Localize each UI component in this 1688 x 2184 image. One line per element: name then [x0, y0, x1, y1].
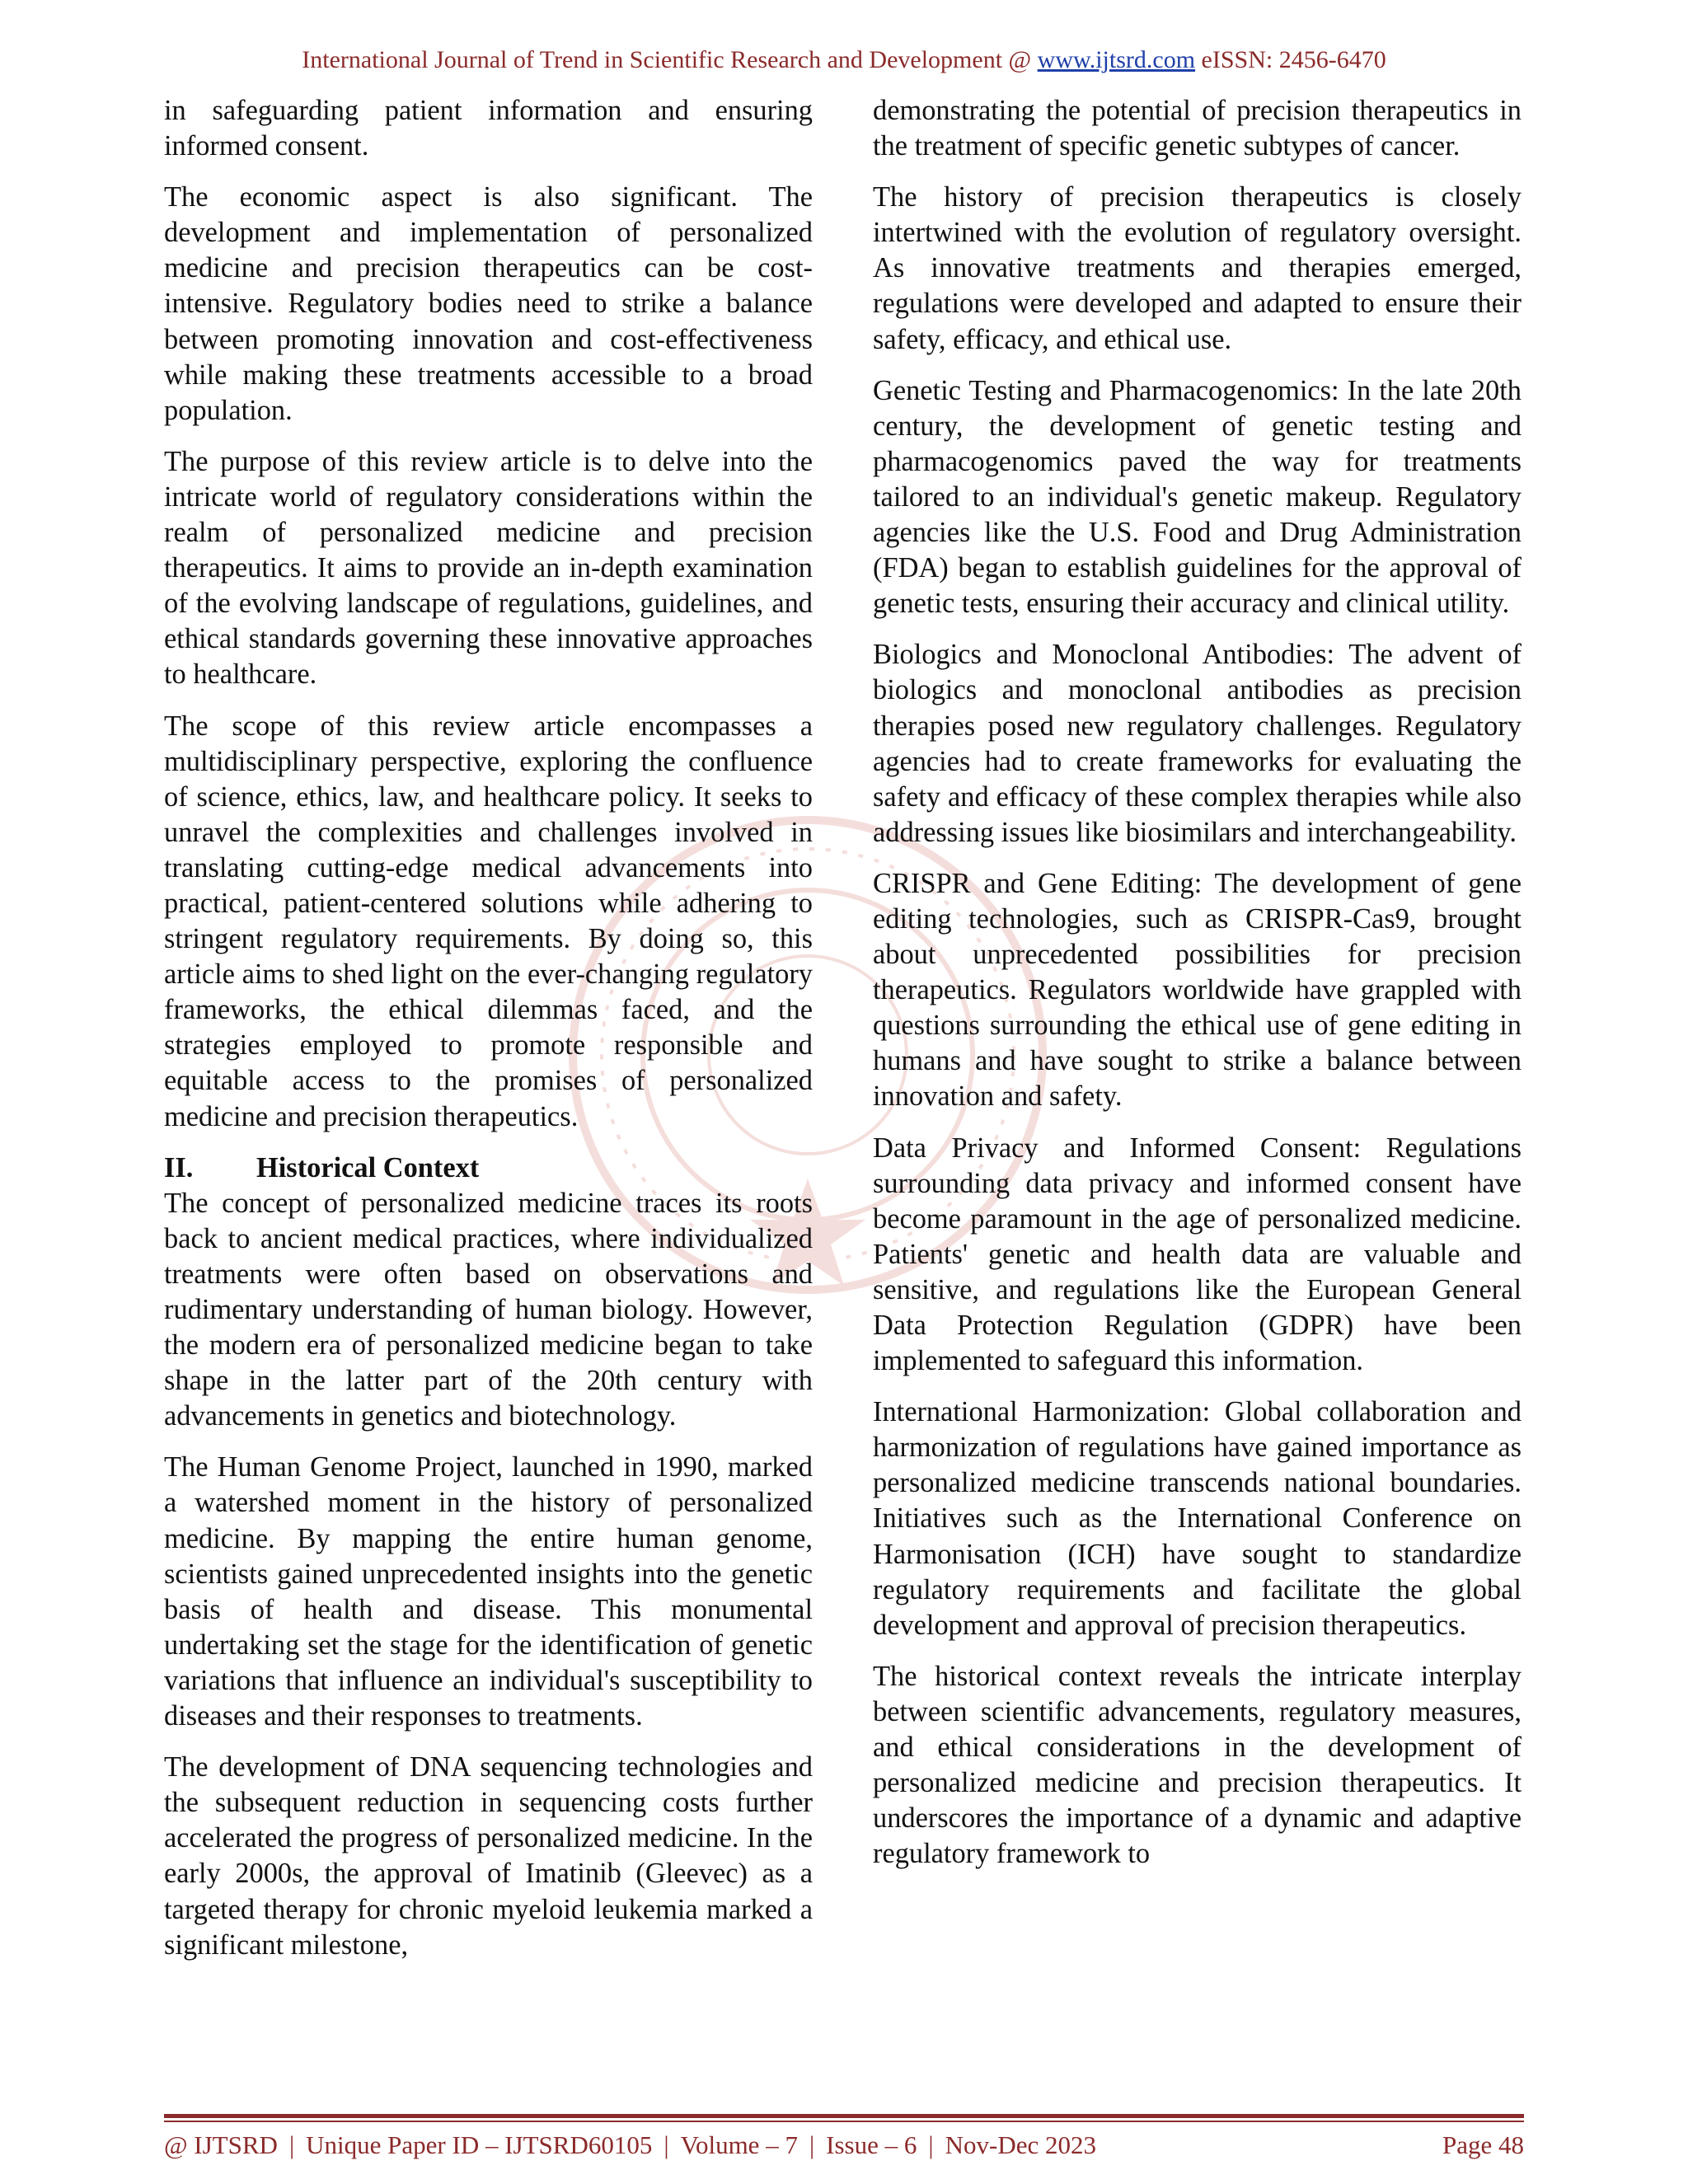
footer-date: Nov-Dec 2023 [945, 2130, 1096, 2159]
paragraph: demonstrating the potential of precision therapeutics in the treatment of specific genetic subtypes of cancer. [873, 95, 1522, 162]
paragraph: in safeguarding patient information and ensuring informed consent. [164, 95, 813, 162]
paragraph: The concept of personalized medicine traces its roots back to ancient medical practices, where individualized treatments were often based on observations and rudimentary understanding of human biology. However, the modern era of personalized medicine began to take shape in the latter part of the 20th century with advancements in genetics and biotechnology. [164, 1187, 813, 1432]
section-number: II. [164, 1151, 194, 1183]
running-header [0, 46, 1688, 74]
paragraph: International Harmonization: Global collaboration and harmonization of regulations have gained importance as personalized medicine transcends national boundaries. Initiatives such as the International Conference on Harmonisation (ICH) have sought to standardize regulatory requirements and facilitate the global development and approval of precision therapeutics. [873, 1396, 1522, 1641]
paragraph: The purpose of this review article is to delve into the intricate world of regulatory considerations within the realm of personalized medicine and precision therapeutics. It aims to provide an in-depth examination of the evolving landscape of regulations, guidelines, and ethical standards governing these innovative approaches to healthcare. [164, 445, 813, 691]
running-footer [164, 2130, 1524, 2160]
paragraph: CRISPR and Gene Editing: The development of gene editing technologies, such as CRISPR-Cas9, brought about unprecedented possibilities for precision therapeutics. Regulators worldwide have grappled with questions surrounding the ethical use of gene editing in humans and have sought to strike a balance between innovation and safety. [873, 867, 1522, 1113]
section-title: Historical Context [256, 1151, 480, 1183]
footer-separator: | [288, 2130, 295, 2159]
paragraph: The historical context reveals the intricate interplay between scientific advancements, regulatory measures, and ethical considerations in the development of personalized medicine and precision therapeutics. It underscores the importance of a dynamic and adaptive regulatory framework to [873, 1660, 1522, 1870]
footer-volume: Volume – 7 [680, 2130, 798, 2159]
right-column [873, 93, 1522, 1887]
journal-title: International Journal of Trend in Scientific Research and Development @ [302, 46, 1038, 73]
footer-journal: @ IJTSRD [164, 2130, 278, 2159]
footer-separator: | [663, 2130, 669, 2159]
issn-label: eISSN: 2456-6470 [1195, 46, 1386, 73]
paragraph: Biologics and Monoclonal Antibodies: The advent of biologics and monoclonal antibodies as precision therapies posed new regulatory challenges. Regulatory agencies had to create frameworks for evaluating the safety and efficacy of these complex therapies while also addressing issues like biosimilars and interchangeability. [873, 639, 1522, 848]
journal-url-link[interactable]: www.ijtsrd.com [1037, 46, 1196, 73]
paragraph: Data Privacy and Informed Consent: Regulations surrounding data privacy and informed consent have become paramount in the age of personalized medicine. Patients' genetic and health data are valuable and sensitive, and regulations like the European General Data Protection Regulation (GDPR) have been implemented to safeguard this information. [873, 1132, 1522, 1377]
footer-separator: | [928, 2130, 934, 2159]
footer-separator: | [809, 2130, 815, 2159]
page-number: Page 48 [1442, 2130, 1524, 2159]
footer-rule-thin [164, 2121, 1524, 2122]
left-column [164, 93, 813, 1979]
paragraph: The scope of this review article encompasses a multidisciplinary perspective, exploring the confluence of science, ethics, law, and healthcare policy. It seeks to unravel the complexities and challenges involved in translating cutting-edge medical advancements into practical, patient-centered solutions while adhering to stringent regulatory requirements. By doing so, this article aims to shed light on the ever-changing regulatory frameworks, the ethical dilemmas faced, and the strategies employed to promote responsible and equitable access to the promises of personalized medicine and precision therapeutics. [164, 710, 813, 1132]
footer-issue: Issue – 6 [826, 2130, 917, 2159]
paragraph: The history of precision therapeutics is closely intertwined with the evolution of regulatory oversight. As innovative treatments and therapies emerged, regulations were developed and adapted to ensure their safety, efficacy, and ethical use. [873, 181, 1522, 355]
section-heading-historical-context [164, 1151, 813, 1186]
paragraph: The economic aspect is also significant. The development and implementation of personalized medicine and precision therapeutics can be cost-intensive. Regulatory bodies need to strike a balance between promoting innovation and cost-effectiveness while making these treatments accessible to a broad population. [164, 181, 813, 426]
footer-info [164, 2130, 1096, 2160]
footer-paper-id: Unique Paper ID – IJTSRD60105 [306, 2130, 653, 2159]
paragraph: The Human Genome Project, launched in 1990, marked a watershed moment in the history of personalized medicine. By mapping the entire human genome, scientists gained unprecedented insights into the genetic basis of health and disease. This monumental undertaking set the stage for the identification of genetic variations that influence an individual's susceptibility to diseases and their responses to treatments. [164, 1451, 813, 1732]
paragraph: Genetic Testing and Pharmacogenomics: In the late 20th century, the development of genetic testing and pharmacogenomics paved the way for treatments tailored to an individual's genetic makeup. Regulatory agencies like the U.S. Food and Drug Administration (FDA) began to establish guidelines for the approval of genetic tests, ensuring their accuracy and clinical utility. [873, 374, 1522, 620]
paragraph: The development of DNA sequencing technologies and the subsequent reduction in sequencing costs further accelerated the progress of personalized medicine. In the early 2000s, the approval of Imatinib (Gleevec) as a targeted therapy for chronic myeloid leukemia marked a significant milestone, [164, 1751, 813, 1961]
footer-rule [164, 2114, 1524, 2118]
